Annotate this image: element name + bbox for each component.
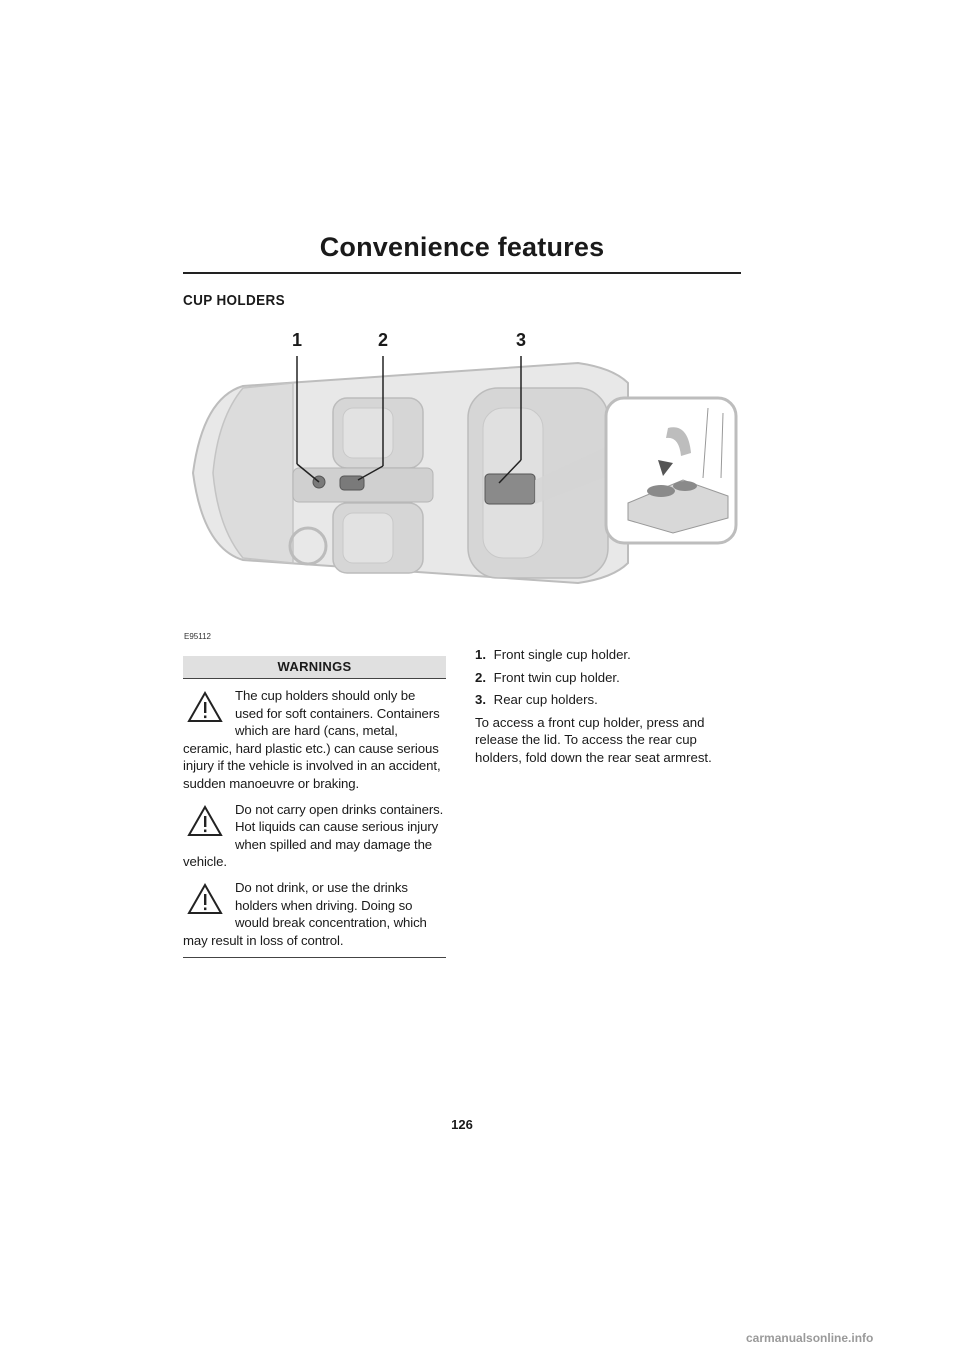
warning-text: The cup holders should only be used for soft containers. Containers which are hard (cans, metal, ceramic, hard plastic etc.) can cause serious injury if the vehicle is involved in an accident, sudden manoeuvre or braking. [183, 688, 441, 791]
warning-item [183, 801, 446, 871]
warning-text: Do not drink, or use the drinks holders when driving. Doing so would break concentration, which may result in loss of control. [183, 879, 427, 948]
list-text: Rear cup holders. [493, 692, 598, 708]
callout-2: 2 [378, 330, 389, 350]
warnings-box [183, 656, 446, 958]
list-item [475, 669, 743, 687]
list-text: Front twin cup holder. [493, 669, 620, 685]
warnings-header: WARNINGS [183, 656, 446, 678]
page-title: Convenience features [319, 232, 605, 262]
page-number: 126 [451, 1117, 473, 1132]
callout-3: 3 [516, 330, 527, 350]
warnings-bottom-rule [183, 957, 446, 958]
list-text: Front single cup holder. [493, 647, 631, 662]
list-number: 1. [475, 647, 486, 662]
callout-1: 1 [292, 330, 303, 350]
instructions-paragraph: To access a front cup holder, press and release the lid. To access the rear cup holders, fold down the rear seat armrest. [475, 714, 712, 765]
car-interior-illustration [183, 328, 743, 618]
warning-triangle-icon [183, 801, 235, 843]
warning-item [183, 687, 446, 793]
figure-code: E95112 [184, 632, 211, 641]
watermark: carmanualsonline.info [746, 1331, 874, 1345]
list-item [475, 646, 743, 664]
list-number: 2. [475, 669, 486, 685]
section-heading: CUP HOLDERS [183, 292, 285, 309]
warning-triangle-icon [183, 687, 235, 729]
list-item [475, 691, 743, 709]
warnings-rule [183, 678, 446, 679]
title-rule [183, 272, 741, 274]
warning-item [183, 879, 446, 949]
warning-text: Do not carry open drinks containers. Hot liquids can cause serious injury when spilled and may damage the vehicle. [183, 801, 444, 870]
warning-triangle-icon [183, 879, 235, 921]
list-number: 3. [475, 692, 486, 708]
callout-list [475, 646, 743, 767]
